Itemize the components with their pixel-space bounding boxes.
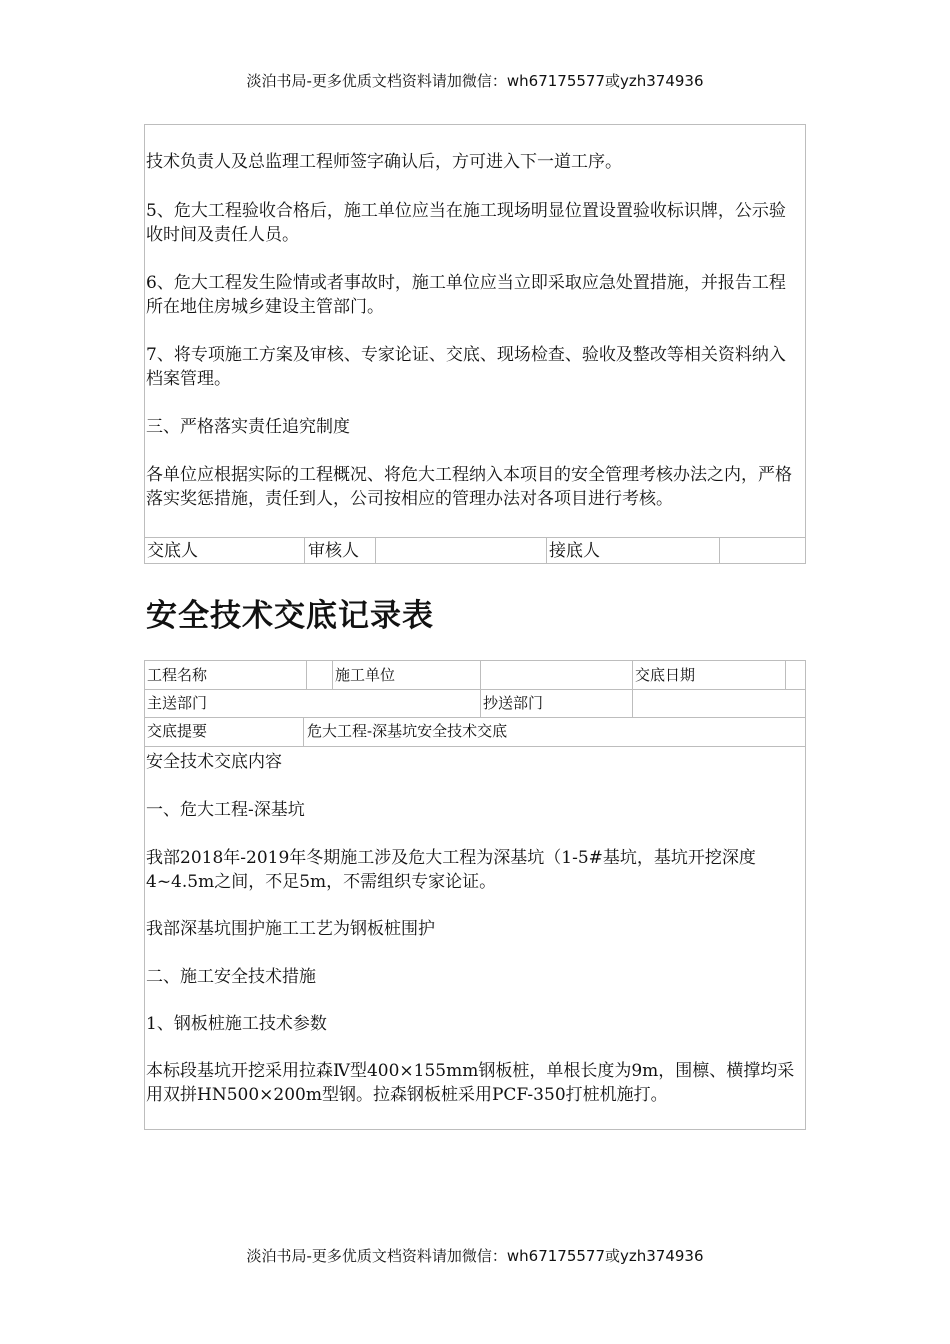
main-dept-label: 主送部门 — [147, 694, 208, 712]
cc-dept-label: 抄送部门 — [483, 694, 544, 712]
section-heading: 一、危大工程-深基坑 — [146, 800, 305, 820]
paragraph: 本标段基坑开挖采用拉森Ⅳ型400×155mm钢板桩，单根长度为9m，围檩、横撑均采用双拼HN500×200m型钢。拉森钢板桩采用PCF-350打桩机施打。 — [146, 1061, 795, 1105]
signature-row — [144, 537, 806, 564]
page-footer: 淡泊书局-更多优质文档资料请加微信：wh67175577或yzh374936 — [246, 1247, 704, 1265]
reviewer-label: 审核人 — [308, 541, 359, 561]
construction-unit-label: 施工单位 — [335, 666, 396, 684]
receiver-label: 接底人 — [549, 541, 600, 561]
paragraph: 我部深基坑围护施工工艺为钢板桩围护 — [146, 919, 435, 939]
page-header: 淡泊书局-更多优质文档资料请加微信：wh67175577或yzh374936 — [246, 72, 704, 90]
paragraph: 5、危大工程验收合格后，施工单位应当在施工现场明显位置设置验收标识牌，公示验收时间及责任人员。 — [146, 201, 786, 245]
disclosure-date-label: 交底日期 — [635, 666, 696, 684]
paragraph: 6、危大工程发生险情或者事故时，施工单位应当立即采取应急处置措施，并报告工程所在地住房城乡建设主管部门。 — [146, 273, 786, 317]
form-title: 安全技术交底记录表 — [146, 598, 434, 634]
paragraph: 我部2018年-2019年冬期施工涉及危大工程为深基坑（1-5#基坑，基坑开挖深度4~4.5m之间，不足5m，不需组织专家论证。 — [146, 848, 756, 892]
paragraph: 7、将专项施工方案及审核、专家论证、交底、现场检查、验收及整改等相关资料纳入档案管理。 — [146, 345, 786, 389]
summary-value: 危大工程-深基坑安全技术交底 — [307, 722, 508, 740]
section-heading: 二、施工安全技术措施 — [146, 967, 316, 987]
project-name-label: 工程名称 — [147, 666, 208, 684]
paragraph: 技术负责人及总监理工程师签字确认后，方可进入下一道工序。 — [146, 152, 622, 172]
section-heading: 三、严格落实责任追究制度 — [146, 417, 350, 437]
summary-label: 交底提要 — [147, 722, 208, 740]
content-heading: 安全技术交底内容 — [146, 752, 282, 772]
discloser-label: 交底人 — [147, 541, 198, 561]
sub-heading: 1、钢板桩施工技术参数 — [146, 1014, 327, 1034]
paragraph: 各单位应根据实际的工程概况、将危大工程纳入本项目的安全管理考核办法之内，严格落实奖惩措施，责任到人，公司按相应的管理办法对各项目进行考核。 — [146, 465, 792, 509]
